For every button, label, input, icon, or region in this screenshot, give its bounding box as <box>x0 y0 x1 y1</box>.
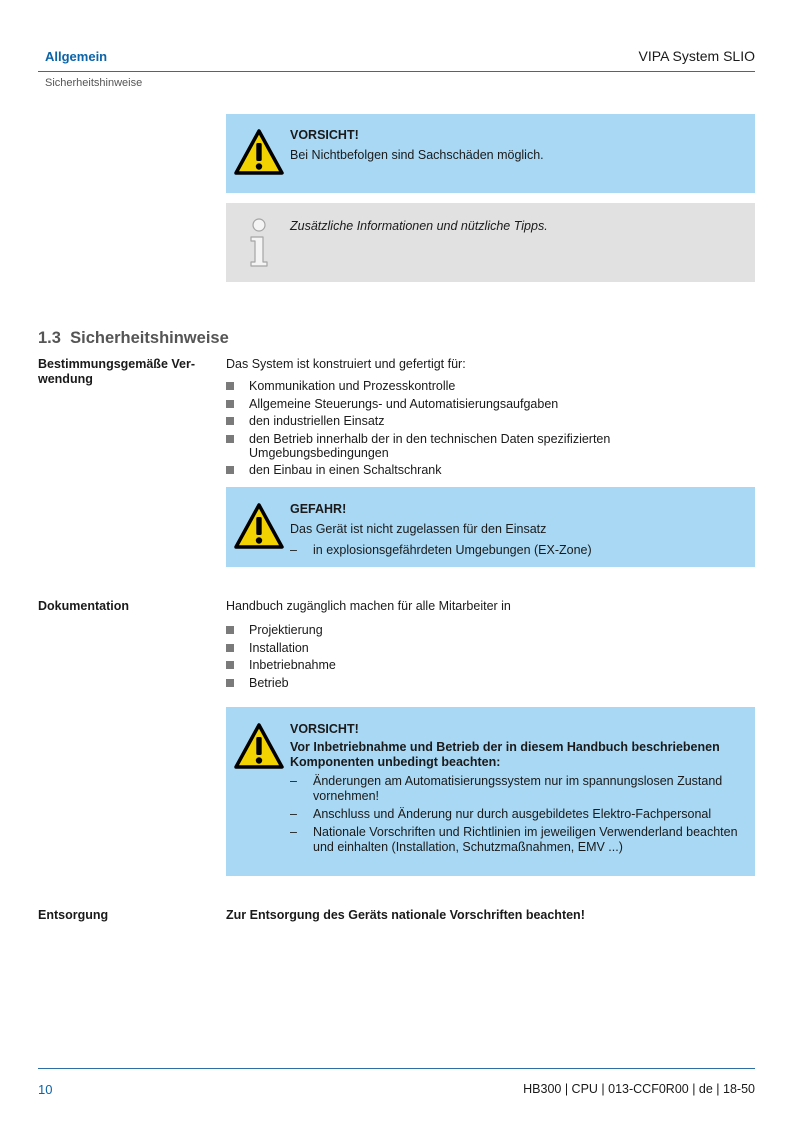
documentation-list <box>226 623 751 690</box>
header-product: VIPA System SLIO <box>638 48 755 64</box>
caution-text: Bei Nichtbefolgen sind Sachschäden möglich. <box>290 148 544 162</box>
section-heading <box>38 329 229 348</box>
warning-triangle-icon <box>234 129 284 175</box>
danger-text: Das Gerät ist nicht zugelassen für den Einsatz <box>290 522 547 536</box>
list-item: den industriellen Einsatz <box>226 414 751 428</box>
section-number: 1.3 <box>38 329 61 347</box>
list-item: – Anschluss und Änderung nur durch ausgebildetes Elektro-Fachpersonal <box>290 807 741 822</box>
documentation-intro: Handbuch zugänglich machen für alle Mitarbeiter in <box>226 599 511 613</box>
caution-notice <box>226 114 755 193</box>
warning-triangle-icon <box>234 723 284 769</box>
list-item: – Nationale Vorschriften und Richtlinien im jeweiligen Verwenderland beachten und einhalten (Installation, Schutzmaßnahmen, EMV ...) <box>290 825 741 855</box>
danger-title: GEFAHR! <box>290 502 347 516</box>
list-item: – in explosionsgefährdeten Umgebungen (EX-Zone) <box>290 543 741 558</box>
intended-use-intro: Das System ist konstruiert und gefertigt für: <box>226 357 466 371</box>
list-item: Projektierung <box>226 623 751 637</box>
documentation-caution-bold-text: Vor Inbetriebnahme und Betrieb der in diesem Handbuch beschriebenen Komponenten unbedingt beachten: <box>290 740 720 769</box>
documentation-label: Dokumentation <box>38 599 129 613</box>
list-item: Inbetriebnahme <box>226 658 751 672</box>
header-section: Allgemein <box>45 49 108 64</box>
list-item: Allgemeine Steuerungs- und Automatisierungsaufgaben <box>226 397 751 411</box>
disposal-text: Zur Entsorgung des Geräts nationale Vorschriften beachten! <box>226 908 585 922</box>
list-item: Betrieb <box>226 676 751 690</box>
section-title: Sicherheitshinweise <box>70 329 229 347</box>
list-item: – Änderungen am Automatisierungssystem nur im spannungslosen Zustand vornehmen! <box>290 774 741 804</box>
intended-use-body <box>226 357 751 481</box>
list-item: Installation <box>226 641 751 655</box>
info-notice <box>226 203 755 282</box>
documentation-caution-title: VORSICHT! <box>290 722 359 736</box>
documentation-body <box>226 599 751 693</box>
document-id: HB300 | CPU | 013-CCF0R00 | de | 18-50 <box>523 1082 755 1096</box>
documentation-caution-notice <box>226 707 755 876</box>
danger-list <box>290 543 741 558</box>
footer-divider <box>38 1068 755 1069</box>
intended-use-label: Bestimmungsgemäße Ver- wendung <box>38 357 195 386</box>
header-divider <box>38 71 755 72</box>
info-icon <box>246 218 272 268</box>
page-number: 10 <box>38 1082 53 1097</box>
list-item: Kommunikation und Prozesskontrolle <box>226 379 751 393</box>
danger-notice <box>226 487 755 567</box>
caution-title: VORSICHT! <box>290 128 359 142</box>
warning-triangle-icon <box>234 503 284 549</box>
info-text: Zusätzliche Informationen und nützliche Tipps. <box>290 219 548 233</box>
intended-use-list <box>226 379 751 477</box>
list-item: den Betrieb innerhalb der in den technischen Daten spezifizierten Umgebungsbedingungen <box>226 432 751 460</box>
disposal-label: Entsorgung <box>38 908 109 922</box>
documentation-caution-list <box>290 774 741 855</box>
header-subsection: Sicherheitshinweise <box>45 77 143 89</box>
list-item: den Einbau in einen Schaltschrank <box>226 463 751 477</box>
